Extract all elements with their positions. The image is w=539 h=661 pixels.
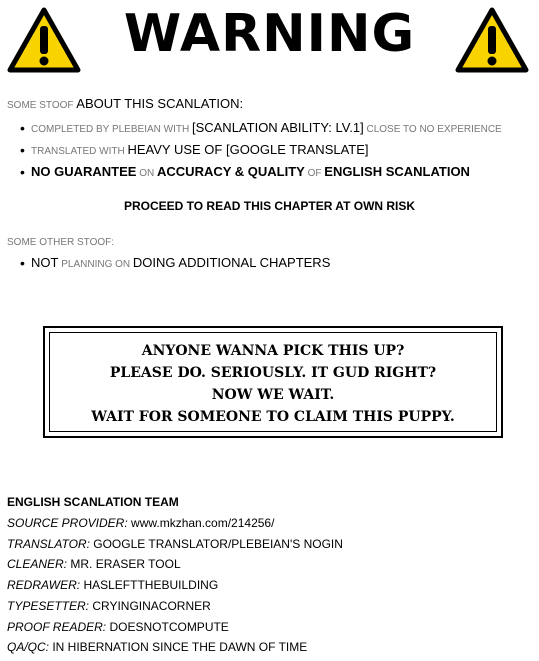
- team-heading: ENGLISH SCANLATION TEAM: [7, 495, 179, 509]
- about-heading: SOME STOOF ABOUT THIS SCANLATION:: [7, 96, 244, 111]
- bullet-icon: •: [20, 255, 25, 271]
- page-title: WARNING: [123, 4, 416, 64]
- proceed-warning: PROCEED TO READ THIS CHAPTER AT OWN RISK: [123, 199, 416, 213]
- credit-row: TRANSLATOR: GOOGLE TRANSLATOR/PLEBEIAN'S NOGIN: [7, 537, 343, 551]
- bullet-icon: •: [20, 164, 25, 180]
- credit-row: SOURCE PROVIDER: www.mkzhan.com/214256/: [7, 516, 275, 530]
- credit-row: CLEANER: MR. ERASER TOOL: [7, 557, 181, 571]
- credit-row: TYPESETTER: CRYINGINACORNER: [7, 599, 211, 613]
- credit-row: PROOF READER: DOESNOTCOMPUTE: [7, 620, 229, 634]
- notice-text: ANYONE WANNA PICK THIS UP? PLEASE DO. SERIOUSLY. IT GUD RIGHT? NOW WE WAIT. WAIT FOR SOMEONE TO CLAIM THIS PUPPY.: [91, 343, 455, 425]
- list-item: NO GUARANTEE ON ACCURACY & QUALITY OF ENGLISH SCANLATION: [31, 164, 470, 179]
- other-heading: SOME OTHER STOOF:: [7, 237, 115, 248]
- bullet-icon: •: [20, 120, 25, 136]
- credit-row: QA/QC: IN HIBERNATION SINCE THE DAWN OF TIME: [7, 640, 308, 654]
- list-item: TRANSLATED WITH HEAVY USE OF [GOOGLE TRANSLATE]: [31, 142, 369, 157]
- credit-row: REDRAWER: HASLEFTTHEBUILDING: [7, 578, 219, 592]
- list-item: NOT PLANNING ON DOING ADDITIONAL CHAPTERS: [31, 255, 331, 270]
- list-item: COMPLETED BY PLEBEIAN WITH [SCANLATION ABILITY: LV.1] CLOSE TO NO EXPERIENCE: [31, 120, 502, 135]
- notice-box: [43, 326, 503, 438]
- bullet-icon: •: [20, 142, 25, 158]
